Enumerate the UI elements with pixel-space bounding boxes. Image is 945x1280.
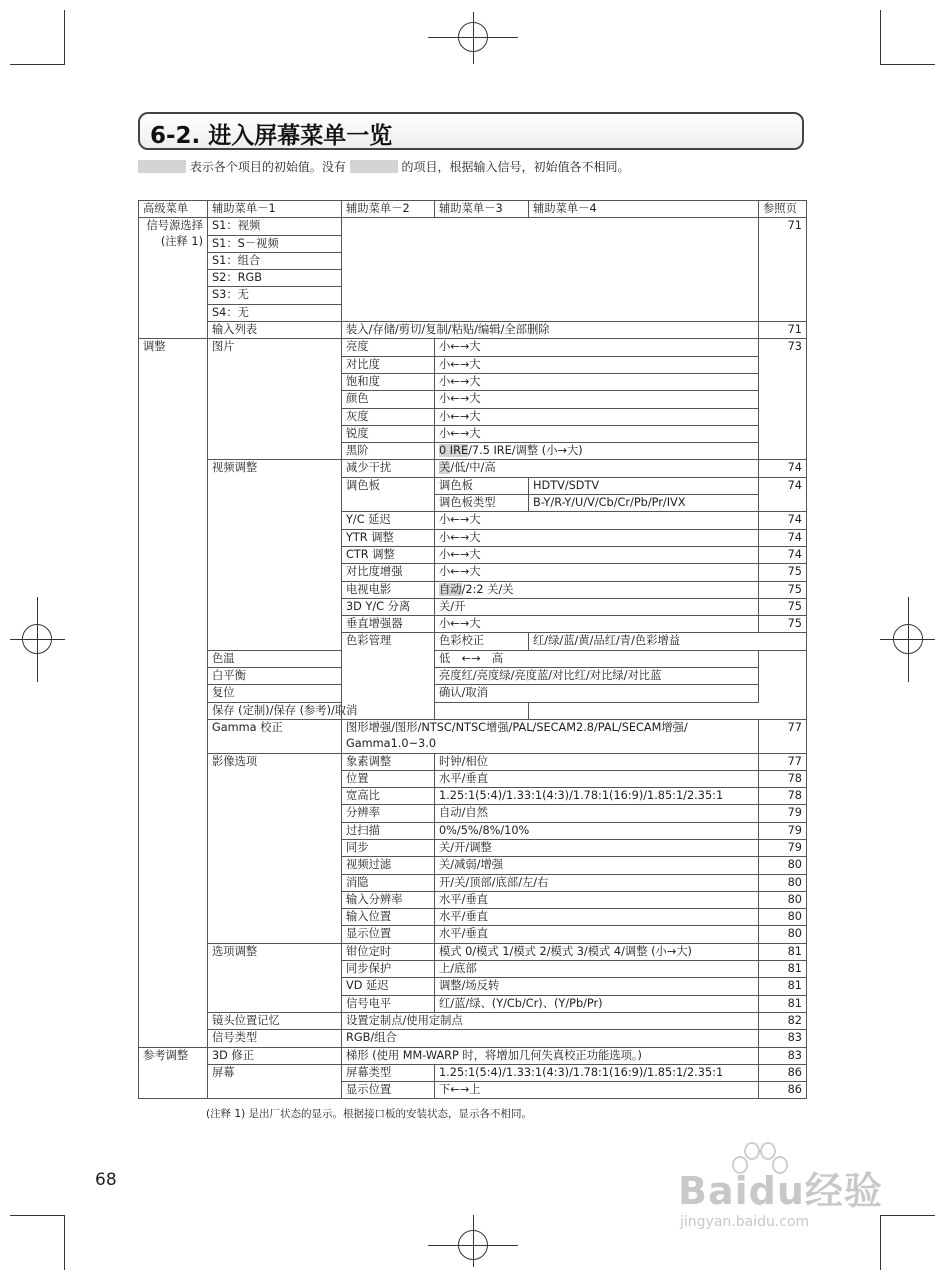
menu-item: 3D Y/C 分离 [342, 598, 435, 615]
menu-value: 低 ←→ 高 [435, 650, 759, 667]
menu-value: 小←→大 [435, 356, 759, 373]
menu-item: 减少干扰 [342, 460, 435, 477]
menu-value: 确认/取消 [435, 685, 759, 702]
registration-line [37, 597, 38, 682]
menu-value: 保存 (定制)/保存 (参考)/取消 [208, 702, 529, 719]
menu-value: 1.25:1(5:4)/1.33:1(4:3)/1.78:1(16:9)/1.85:1/2.35:1 [435, 1064, 759, 1081]
menu-value: 小←→大 [435, 408, 759, 425]
section-title-box [138, 112, 804, 150]
menu-value: 小←→大 [435, 616, 759, 633]
crop-mark [10, 1215, 65, 1216]
menu-value: 水平/垂直 [435, 891, 759, 908]
page-ref: 79 [759, 805, 807, 822]
menu-item: 电视电影 [342, 581, 435, 598]
table-row [139, 1064, 807, 1081]
table-row [139, 1030, 807, 1047]
menu-item: S2：RGB [208, 270, 342, 287]
watermark-url: jingyan.baidu.com [680, 1214, 810, 1230]
menu-item: S3：无 [208, 287, 342, 304]
menu-item: 视频过滤 [342, 857, 435, 874]
menu-item: 分辨率 [342, 805, 435, 822]
menu-value: RGB/组合 [342, 1030, 759, 1047]
menu-item: Gamma 校正 [208, 719, 342, 753]
page-number: 68 [95, 1170, 117, 1190]
column-header: 辅助菜单－3 [435, 201, 529, 218]
page-ref: 80 [759, 857, 807, 874]
page-ref: 73 [759, 339, 807, 460]
menu-item: S1：视频 [208, 218, 342, 235]
menu-item: 消隐 [342, 874, 435, 891]
menu-item: 屏幕 [208, 1064, 342, 1099]
page-ref: 86 [759, 1064, 807, 1081]
menu-value: 图形增强/图形/NTSC/NTSC增强/PAL/SECAM2.8/PAL/SECAM增强/ [342, 719, 759, 736]
crop-mark [880, 64, 935, 65]
table-row [139, 702, 807, 719]
table-row [139, 460, 807, 477]
page-ref: 75 [759, 616, 807, 633]
menu-item: 垂直增强器 [342, 616, 435, 633]
column-header: 参照页 [759, 201, 807, 218]
column-header: 高级菜单 [139, 201, 208, 218]
page-ref: 75 [759, 564, 807, 581]
menu-item: 同步保护 [342, 961, 435, 978]
column-header: 辅助菜单－1 [208, 201, 342, 218]
menu-item: 色彩管理 [342, 633, 435, 719]
menu-value: 自动/2:2 关/关 [435, 581, 759, 598]
menu-item: VD 延迟 [342, 978, 435, 995]
menu-item: 色温 [208, 650, 342, 667]
menu-value: 小←→大 [435, 546, 759, 563]
page-ref: 74 [759, 477, 807, 512]
menu-item: 宽高比 [342, 788, 435, 805]
table-row [139, 668, 807, 685]
default-value: 关 [439, 461, 451, 475]
legend [138, 158, 630, 175]
menu-value: 下←→上 [435, 1082, 759, 1099]
menu-value: 小←→大 [435, 529, 759, 546]
crop-mark [880, 10, 881, 65]
menu-value: 关/开/调整 [435, 839, 759, 856]
menu-value: 小←→大 [435, 512, 759, 529]
crop-mark [880, 1215, 935, 1216]
menu-value: 小←→大 [435, 373, 759, 390]
legend-text-1: 表示各个项目的初始值。没有 [189, 160, 346, 174]
section-title: 6-2. 进入屏幕菜单一览 [150, 123, 393, 149]
empty-cell [342, 218, 759, 322]
crop-mark [64, 1215, 65, 1270]
menu-item: 镜头位置记忆 [208, 1012, 342, 1029]
table-row [139, 943, 807, 960]
page-ref: 75 [759, 598, 807, 615]
page-ref: 75 [759, 581, 807, 598]
menu-item: 信号电平 [342, 995, 435, 1012]
menu-input-source: 信号源选择 (注释 1) [139, 218, 208, 339]
footnote: (注释 1) 是出厂状态的显示。根据接口板的安装状态，显示各不相同。 [206, 1108, 533, 1120]
registration-line [473, 1215, 474, 1267]
menu-item: 白平衡 [208, 668, 342, 685]
page-ref: 77 [759, 753, 807, 770]
page-ref: 80 [759, 874, 807, 891]
page-ref: 81 [759, 978, 807, 995]
menu-item: 黑阶 [342, 443, 435, 460]
page-ref: 71 [759, 322, 807, 339]
default-swatch [138, 160, 186, 173]
page-ref: 80 [759, 891, 807, 908]
page-ref: 83 [759, 1030, 807, 1047]
table-header-row [139, 201, 807, 218]
menu-item: 显示位置 [342, 1082, 435, 1099]
menu-value: 调整/场反转 [435, 978, 759, 995]
menu-item: 输入列表 [208, 322, 342, 339]
menu-item: 输入位置 [342, 909, 435, 926]
page-ref: 81 [759, 995, 807, 1012]
menu-value: 水平/垂直 [435, 926, 759, 943]
table-row [139, 753, 807, 770]
menu-item: 复位 [208, 685, 342, 702]
menu-value: 水平/垂直 [435, 770, 759, 787]
watermark-brand: Baidu经验 [678, 1169, 883, 1213]
menu-value: 0%/5%/8%/10% [435, 822, 759, 839]
menu-item: 锐度 [342, 425, 435, 442]
table-row [139, 1012, 807, 1029]
crop-mark [10, 64, 65, 65]
page-ref: 81 [759, 943, 807, 960]
menu-item: 3D 修正 [208, 1047, 342, 1064]
page-ref: 79 [759, 822, 807, 839]
menu-value: 1.25:1(5:4)/1.33:1(4:3)/1.78:1(16:9)/1.85:1/2.35:1 [435, 788, 759, 805]
table-row [139, 685, 807, 702]
page-ref: 79 [759, 839, 807, 856]
menu-value: 自动/自然 [435, 805, 759, 822]
menu-item: 调色板 [342, 477, 435, 512]
menu-item: 屏幕类型 [342, 1064, 435, 1081]
menu-item: 信号类型 [208, 1030, 342, 1047]
page-ref: 71 [759, 218, 807, 322]
table-row [139, 322, 807, 339]
menu-item: 输入分辨率 [342, 891, 435, 908]
menu-item: YTR 调整 [342, 529, 435, 546]
menu-item: 视频调整 [208, 460, 342, 650]
menu-item: S1：组合 [208, 252, 342, 269]
menu-table [138, 200, 807, 1099]
page-ref: 86 [759, 1082, 807, 1099]
menu-value: 关/减弱/增强 [435, 857, 759, 874]
column-header: 辅助菜单－2 [342, 201, 435, 218]
menu-reference: 参考调整 [139, 1047, 208, 1099]
legend-text-2: 的项目，根据输入信号，初始值各不相同。 [401, 160, 630, 174]
menu-item: 过扫描 [342, 822, 435, 839]
menu-value: 关/开 [435, 598, 759, 615]
page-ref: 74 [759, 460, 807, 477]
menu-item: 选项调整 [208, 943, 342, 1012]
page-ref: 83 [759, 1047, 807, 1064]
menu-value: 设置定制点/使用定制点 [342, 1012, 759, 1029]
menu-value: 水平/垂直 [435, 909, 759, 926]
menu-value: 0 IRE/7.5 IRE/调整 (小→大) [435, 443, 759, 460]
page-ref: 78 [759, 770, 807, 787]
menu-item: 调色板 [435, 477, 529, 494]
table-row [139, 719, 807, 736]
registration-line [908, 597, 909, 682]
menu-value: B-Y/R-Y/U/V/Cb/Cr/Pb/Pr/IVX [529, 495, 759, 512]
menu-item: S4：无 [208, 304, 342, 321]
menu-value: 上/底部 [435, 961, 759, 978]
page-ref: 77 [759, 719, 807, 753]
page-ref: 80 [759, 926, 807, 943]
menu-value: 梯形 (使用 MM-WARP 时，将增加几何失真校正功能选项。) [342, 1047, 759, 1064]
menu-item: 同步 [342, 839, 435, 856]
menu-value: 装入/存储/剪切/复制/粘贴/编辑/全部删除 [342, 322, 759, 339]
menu-item: 图片 [208, 339, 342, 460]
page-ref: 80 [759, 909, 807, 926]
menu-item: Y/C 延迟 [342, 512, 435, 529]
menu-item: 灰度 [342, 408, 435, 425]
menu-item: 调色板类型 [435, 495, 529, 512]
default-value: 0 IRE [439, 444, 469, 458]
menu-value: 红/蓝/绿、(Y/Cb/Cr)、(Y/Pb/Pr) [435, 995, 759, 1012]
menu-value: 关/低/中/高 [435, 460, 759, 477]
menu-value: 开/关/顶部/底部/左/右 [435, 874, 759, 891]
crop-mark [64, 10, 65, 65]
menu-item: 位置 [342, 770, 435, 787]
default-value: 自动 [439, 582, 462, 596]
menu-item: 对比度增强 [342, 564, 435, 581]
menu-value: 模式 0/模式 1/模式 2/模式 3/模式 4/调整 (小→大) [435, 943, 759, 960]
page-ref: 74 [759, 512, 807, 529]
menu-value: 时钟/相位 [435, 753, 759, 770]
table-row [139, 218, 807, 235]
menu-item: 象素调整 [342, 753, 435, 770]
menu-adjust: 调整 [139, 339, 208, 1047]
menu-value: HDTV/SDTV [529, 477, 759, 494]
menu-item: CTR 调整 [342, 546, 435, 563]
page-ref: 78 [759, 788, 807, 805]
menu-item: 颜色 [342, 391, 435, 408]
menu-item: 饱和度 [342, 373, 435, 390]
table-row [139, 339, 807, 356]
page-ref: 81 [759, 961, 807, 978]
crop-mark [880, 1215, 881, 1270]
menu-value: 红/绿/蓝/黄/品红/青/色彩增益 [529, 633, 807, 650]
menu-value: 亮度红/亮度绿/亮度蓝/对比红/对比绿/对比蓝 [435, 668, 759, 685]
menu-item: 影像选项 [208, 753, 342, 943]
page-ref: 74 [759, 529, 807, 546]
menu-item: 色彩校正 [435, 633, 529, 650]
menu-item: 对比度 [342, 356, 435, 373]
menu-value: 小←→大 [435, 391, 759, 408]
table-row [139, 1047, 807, 1064]
menu-item: 钳位定时 [342, 943, 435, 960]
menu-value: Gamma1.0~3.0 [342, 736, 759, 753]
menu-value: 小←→大 [435, 425, 759, 442]
menu-value: 小←→大 [435, 339, 759, 356]
default-swatch [350, 160, 398, 173]
page-ref: 74 [759, 546, 807, 563]
menu-item: 显示位置 [342, 926, 435, 943]
page-ref: 82 [759, 1012, 807, 1029]
menu-value: 小←→大 [435, 564, 759, 581]
column-header: 辅助菜单－4 [529, 201, 759, 218]
table-row [139, 650, 807, 667]
menu-item: S1：S－视频 [208, 235, 342, 252]
registration-line [473, 12, 474, 64]
menu-item: 亮度 [342, 339, 435, 356]
